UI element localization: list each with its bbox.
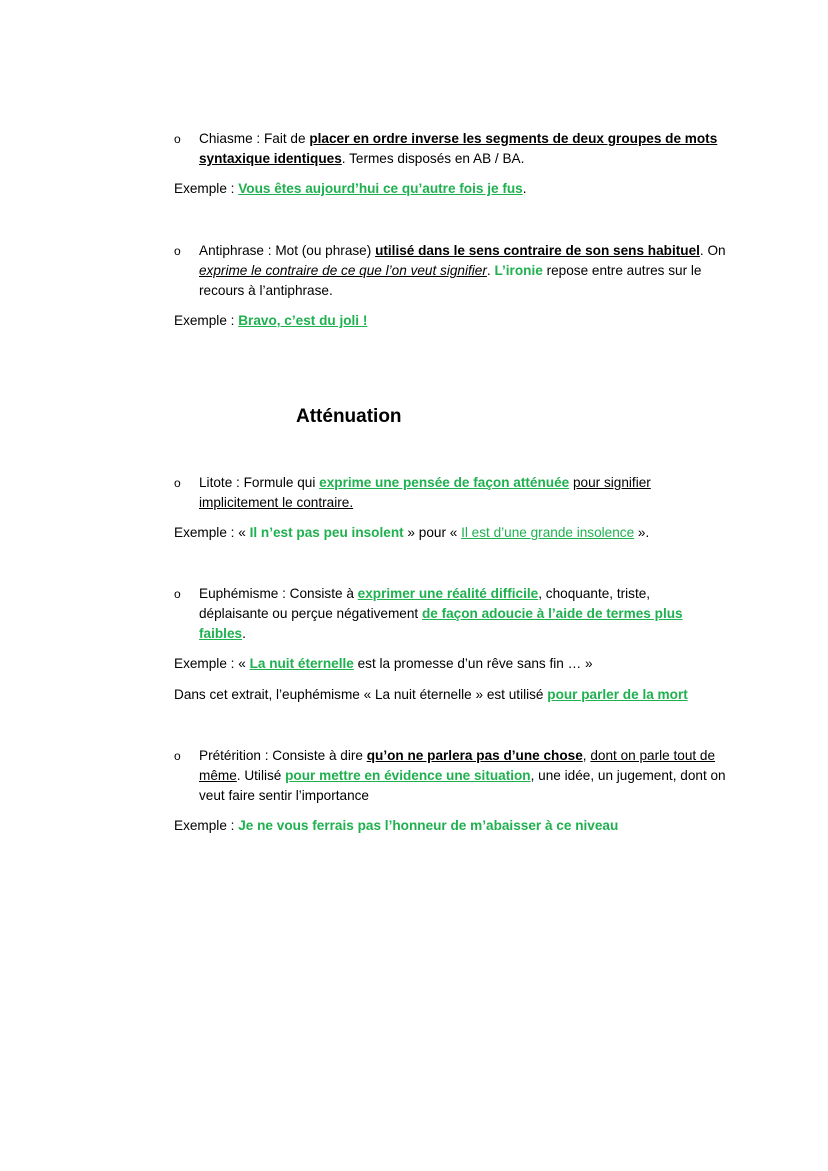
key-phrase: pour mettre en évidence une situation xyxy=(285,768,531,783)
definition-chiasme xyxy=(199,129,739,169)
key-phrase: L’ironie xyxy=(494,263,543,278)
bullet-chiasme: o xyxy=(174,132,181,146)
example-text: Bravo, c’est du joli ! xyxy=(238,313,368,328)
term-litote: Litote : Formule qui xyxy=(199,475,320,490)
bullet-euphemisme: o xyxy=(174,587,181,601)
example-label: Exemple : xyxy=(174,181,239,196)
term-antiphrase: Antiphrase : Mot (ou phrase) xyxy=(199,243,376,258)
example-label: Exemple : xyxy=(174,313,239,328)
key-phrase: dont on parle tout de même xyxy=(199,748,716,783)
text: » pour « xyxy=(403,525,462,540)
key-phrase: pour signifier implicitement le contraire. xyxy=(199,475,651,510)
text: . xyxy=(242,626,246,641)
text: . On xyxy=(699,243,726,258)
key-phrase: placer en ordre inverse les segments de deux groupes de mots syntaxique identiques xyxy=(199,131,718,166)
key-phrase: exprime une pensée de façon atténuée xyxy=(319,475,570,490)
example-text: Il est d’une grande insolence xyxy=(461,525,635,540)
term-preterition: Prétérition : Consiste à dire xyxy=(199,748,367,763)
bullet-litote: o xyxy=(174,476,181,490)
text: , xyxy=(582,748,591,763)
text: , choquante, triste, déplaisante ou perçue négativement xyxy=(199,586,651,621)
key-phrase: pour parler de la mort xyxy=(547,687,688,702)
key-phrase: exprimer une réalité difficile xyxy=(357,586,539,601)
definition-euphemisme xyxy=(199,584,699,644)
definition-antiphrase xyxy=(199,241,739,301)
example-label: Exemple : xyxy=(174,818,239,833)
definition-litote xyxy=(199,473,669,513)
example-preterition xyxy=(174,816,744,836)
example-text: La nuit éternelle xyxy=(249,656,354,671)
text: ». xyxy=(634,525,650,540)
text: est la promesse d’un rêve sans fin … » xyxy=(353,656,593,671)
example-text: Vous êtes aujourd’hui ce qu’autre fois je fus xyxy=(238,181,523,196)
example-antiphrase xyxy=(174,311,744,331)
section-heading: Atténuation xyxy=(296,406,402,427)
example-text: Il n’est pas peu insolent xyxy=(249,525,404,540)
text: . Utilisé xyxy=(236,768,286,783)
example-label: Exemple : « xyxy=(174,656,250,671)
text: . xyxy=(486,263,495,278)
example-text: Je ne vous ferrais pas l’honneur de m’abaisser à ce niveau xyxy=(238,818,619,833)
text: . Termes disposés en AB / BA. xyxy=(341,151,525,166)
example-label: Exemple : « xyxy=(174,525,250,540)
definition-preterition xyxy=(199,746,739,806)
bullet-preterition: o xyxy=(174,749,181,763)
key-phrase: de façon adoucie à l’aide de termes plus faibles xyxy=(199,606,683,641)
term-euphemisme: Euphémisme : Consiste à xyxy=(199,586,358,601)
key-phrase: qu’on ne parlera pas d’une chose xyxy=(366,748,583,763)
key-phrase: utilisé dans le sens contraire de son sens habituel xyxy=(375,243,700,258)
example-litote xyxy=(174,523,744,543)
key-phrase: exprime le contraire de ce que l’on veut signifier xyxy=(199,263,487,278)
text: . xyxy=(522,181,527,196)
term-chiasme: Chiasme : Fait de xyxy=(199,131,310,146)
text: repose entre autres sur le recours à l’antiphrase. xyxy=(199,263,702,298)
bullet-antiphrase: o xyxy=(174,244,181,258)
note-euphemisme xyxy=(174,685,774,705)
example-chiasme xyxy=(174,179,744,199)
text: , une idée, un jugement, dont on veut faire sentir l’importance xyxy=(199,768,726,803)
text: Dans cet extrait, l’euphémisme « La nuit éternelle » est utilisé xyxy=(174,687,548,702)
example-euphemisme xyxy=(174,654,744,674)
